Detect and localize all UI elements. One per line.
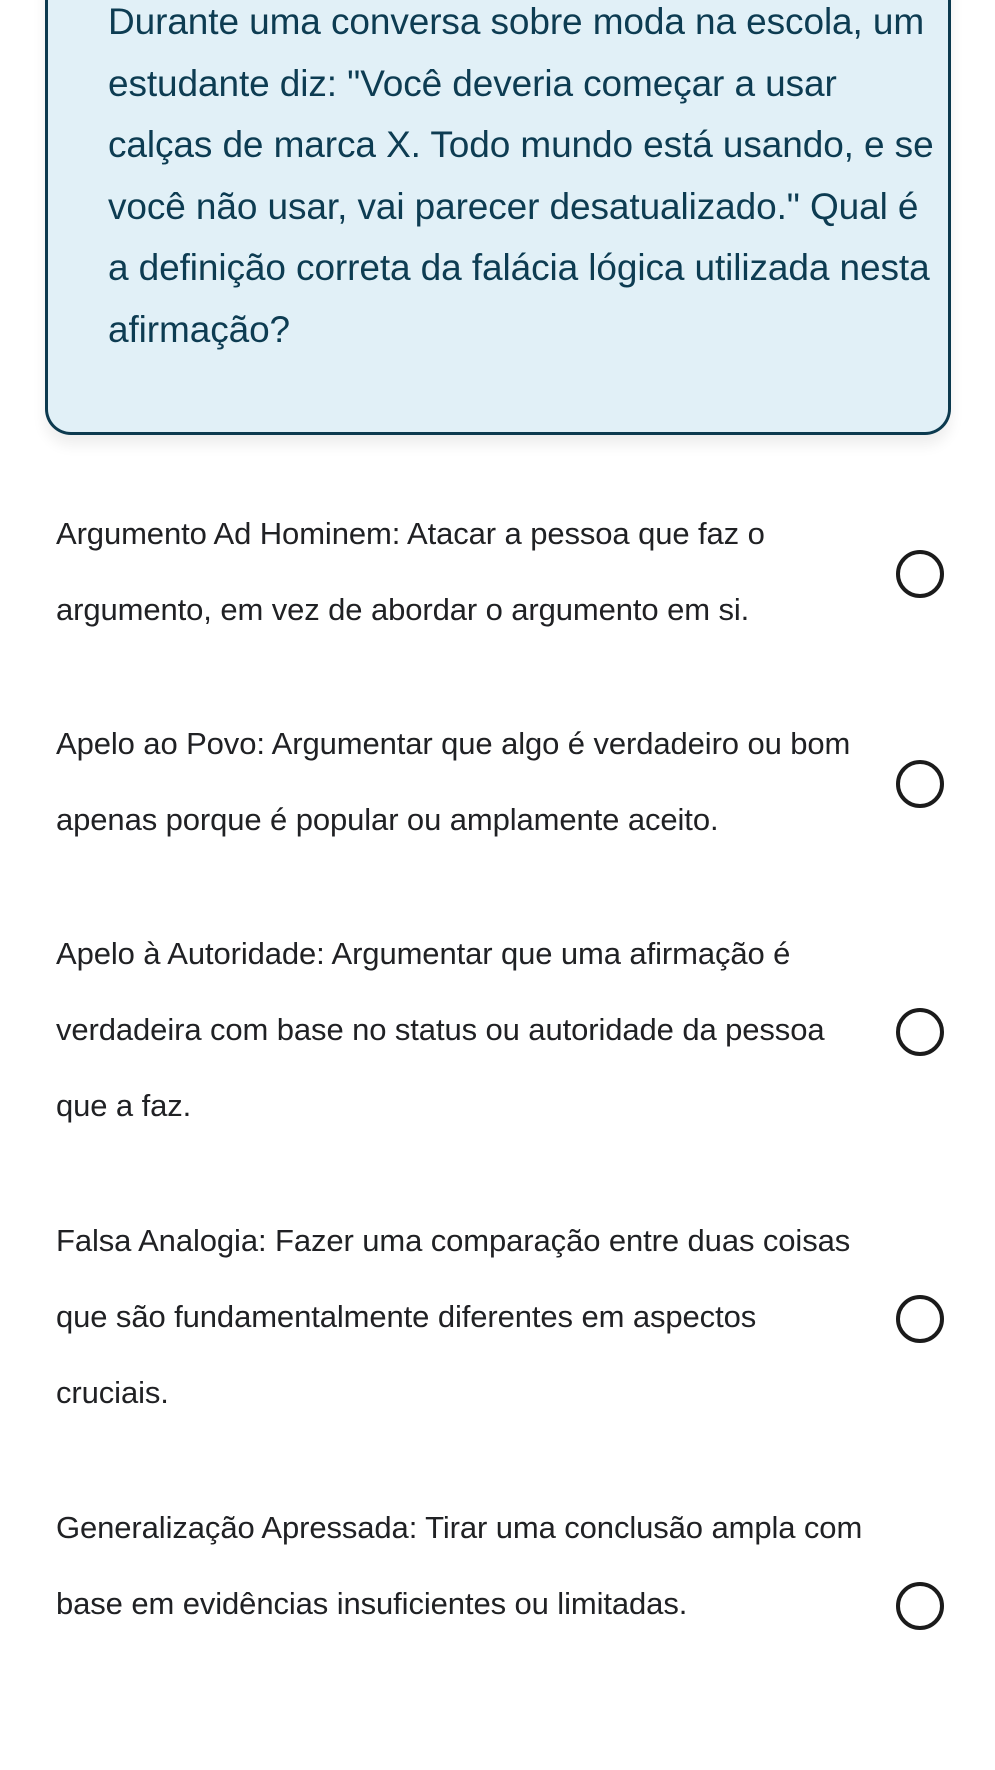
option-generalizacao-apressada[interactable] (0, 1490, 995, 1725)
question-text: Durante uma conversa sobre moda na escola, um estudante diz: "Você deveria começar a usar calças de marca X. Todo mundo está usando, e se você não usar, vai parecer desatualizado." Qual é a definição correta da falácia lógica utilizada nesta afirmação? (108, 1, 934, 350)
option-label: Apelo à Autoridade: Argumentar que uma afirmação é verdadeira com base no status ou autoridade da pessoa que a faz. (56, 936, 825, 1123)
radio-button[interactable] (896, 550, 944, 598)
option-label: Generalização Apressada: Tirar uma conclusão ampla com base em evidências insuficientes ou limitadas. (56, 1510, 863, 1621)
option-label: Apelo ao Povo: Argumentar que algo é verdadeiro ou bom apenas porque é popular ou amplamente aceito. (56, 726, 851, 837)
option-label: Falsa Analogia: Fazer uma comparação entre duas coisas que são fundamentalmente diferentes em aspectos cruciais. (56, 1223, 851, 1410)
radio-button[interactable] (896, 1582, 944, 1630)
option-apelo-ao-povo[interactable] (0, 706, 995, 866)
option-apelo-a-autoridade[interactable] (0, 916, 995, 1151)
radio-button[interactable] (896, 1008, 944, 1056)
question-card (45, 0, 951, 435)
option-falsa-analogia[interactable] (0, 1203, 995, 1438)
radio-button[interactable] (896, 1295, 944, 1343)
radio-button[interactable] (896, 760, 944, 808)
option-label: Argumento Ad Hominem: Atacar a pessoa que faz o argumento, em vez de abordar o argumento em si. (56, 516, 765, 627)
option-ad-hominem[interactable] (0, 496, 995, 656)
